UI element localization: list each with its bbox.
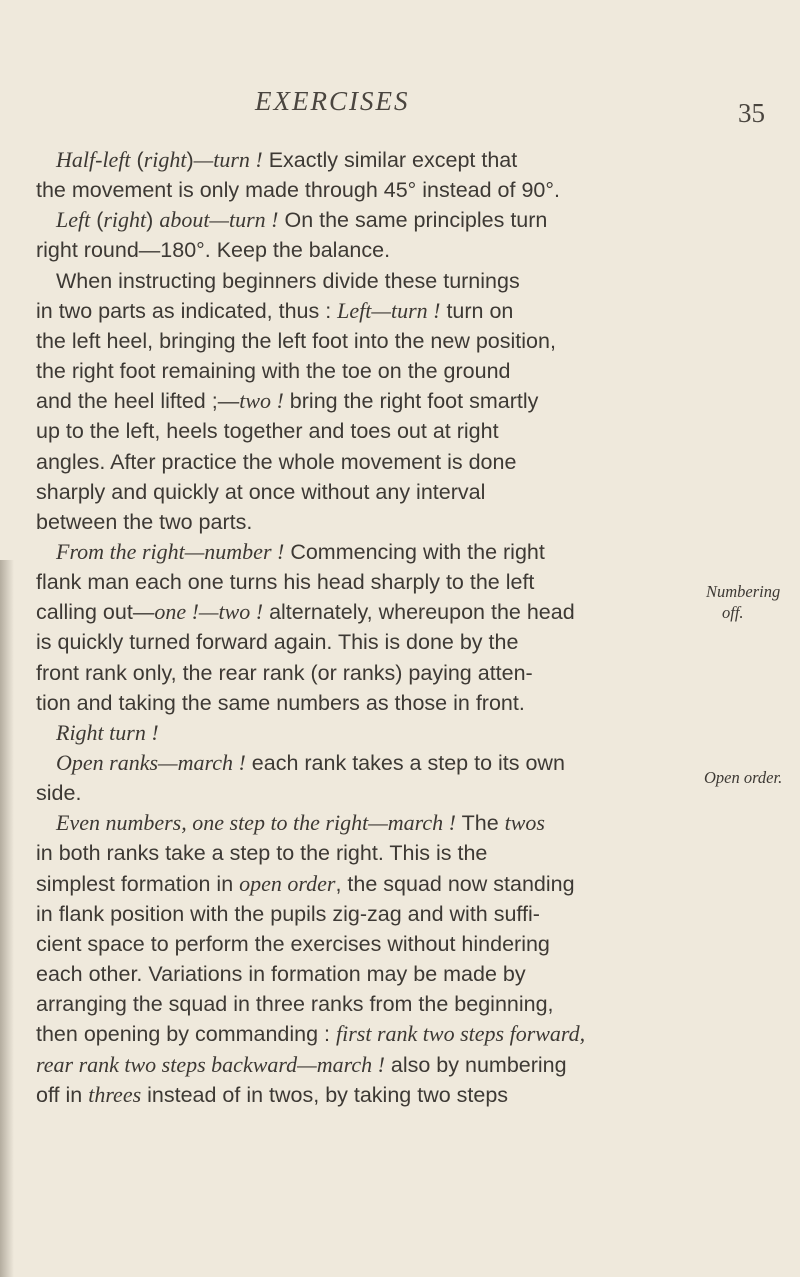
italic-run: about—turn ! [159, 207, 279, 233]
text-run: simplest formation in [36, 871, 240, 896]
page-header [0, 86, 800, 126]
text-run: off in [36, 1082, 89, 1107]
text-line [56, 538, 545, 566]
text-line [36, 357, 511, 385]
text-run: front rank only, the rear rank (or ranks) paying atten- [36, 660, 533, 685]
text-run: and the heel lifted ;— [36, 389, 240, 414]
text-run: the movement is only made through 45° instead of 90°. [36, 178, 560, 203]
text-run: in flank position with the pupils zig-zag and with suffi- [36, 901, 540, 926]
italic-run: right [103, 207, 147, 233]
text-run: the left heel, bringing the left foot into the new position, [36, 328, 556, 353]
text-run: right round—180°. Keep the balance. [36, 238, 391, 263]
text-run: sharply and quickly at once without any interval [36, 479, 486, 504]
text-line [36, 387, 538, 415]
italic-run: threes [88, 1081, 142, 1107]
italic-run: open order [239, 870, 336, 896]
text-run: up to the left, heels together and toes out at right [36, 419, 499, 444]
italic-run: From the right—number ! [56, 539, 285, 564]
text-run: also by numbering [384, 1052, 567, 1077]
text-line [36, 236, 390, 264]
text-line [36, 990, 554, 1018]
text-run: each other. Variations in formation may be made by [36, 962, 526, 986]
text-line [56, 206, 547, 234]
italic-run: Left [56, 207, 91, 233]
text-line [36, 930, 550, 958]
text-run: angles. After practice the whole movement is done [36, 449, 517, 474]
text-run: then opening by commanding : [36, 1022, 337, 1047]
text-run: bring the right foot smartly [283, 389, 539, 414]
text-line [36, 176, 560, 204]
italic-run: first rank two steps forward, [336, 1021, 586, 1047]
text-run: in two parts as indicated, thus : [36, 298, 338, 323]
italic-run: two ! [239, 388, 284, 414]
text-run: each rank takes a step to its own [245, 751, 565, 775]
text-run: , the squad now standing [335, 871, 575, 896]
text-run: in both ranks take a step to the right. This is the [36, 841, 488, 866]
text-line [36, 297, 513, 325]
margin-note-open-order: Open order. [704, 768, 783, 787]
text-run: ( [130, 148, 144, 172]
italic-run: Half-left [56, 147, 131, 172]
italic-run: —turn ! [193, 147, 263, 172]
text-line [36, 1051, 567, 1079]
italic-run: Even numbers, one step to the right—march ! [56, 810, 457, 836]
text-line [56, 146, 517, 174]
text-line [36, 960, 526, 988]
margin-note-off: off. [722, 603, 744, 622]
text-run: calling out— [36, 600, 155, 625]
text-line [36, 900, 540, 928]
text-run: is quickly turned forward again. This is done by the [36, 630, 519, 655]
text-line [36, 568, 534, 596]
text-run: cient space to perform the exercises without hindering [36, 931, 550, 956]
text-run: alternately, whereupon the head [263, 600, 575, 625]
text-run: The [456, 811, 505, 836]
text-line [36, 779, 81, 807]
italic-run: Open ranks—march ! [56, 750, 246, 775]
text-line [36, 1020, 585, 1048]
text-line [36, 417, 499, 445]
text-run: ) [146, 208, 160, 233]
page-edge-shadow [0, 560, 14, 1277]
text-run: turn on [440, 298, 514, 323]
running-title: EXERCISES [255, 86, 410, 116]
italic-run: Right turn ! [56, 719, 159, 745]
text-run: between the two parts. [36, 509, 253, 534]
text-line [36, 508, 252, 536]
text-line [36, 839, 487, 867]
text-run: tion and taking the same numbers as those in front. [36, 690, 525, 715]
italic-run: Left—turn ! [337, 297, 441, 323]
text-line [36, 598, 575, 626]
text-line [36, 478, 485, 506]
text-line [36, 659, 533, 687]
page-number: 35 [738, 98, 765, 128]
text-run: Commencing with the right [284, 540, 545, 564]
italic-run: twos [504, 810, 545, 836]
text-line [56, 719, 159, 747]
italic-run: rear rank two steps backward—march ! [36, 1051, 385, 1077]
text-run: side. [36, 781, 82, 806]
text-line [36, 327, 556, 355]
italic-run: right [143, 147, 187, 172]
text-run: On the same principles turn [278, 208, 548, 233]
text-line [36, 448, 516, 476]
margin-note-numbering: Numbering [706, 582, 781, 601]
text-run: instead of in twos, by taking two steps [141, 1082, 509, 1107]
text-line [56, 749, 565, 777]
text-line [36, 1081, 508, 1109]
text-line [36, 870, 575, 898]
text-line [36, 628, 518, 656]
text-line [56, 267, 520, 295]
italic-run: one !—two ! [154, 599, 264, 625]
text-run: Exactly similar except that [262, 148, 518, 172]
text-run: When instructing beginners divide these turnings [56, 268, 520, 293]
text-run: ) [186, 148, 194, 172]
text-line [56, 809, 545, 837]
text-line [36, 689, 525, 717]
text-run: the right foot remaining with the toe on the ground [36, 359, 511, 383]
text-run: arranging the squad in three ranks from the beginning, [36, 992, 554, 1017]
text-run: ( [90, 208, 104, 233]
text-run: flank man each one turns his head sharply to the left [36, 570, 535, 595]
